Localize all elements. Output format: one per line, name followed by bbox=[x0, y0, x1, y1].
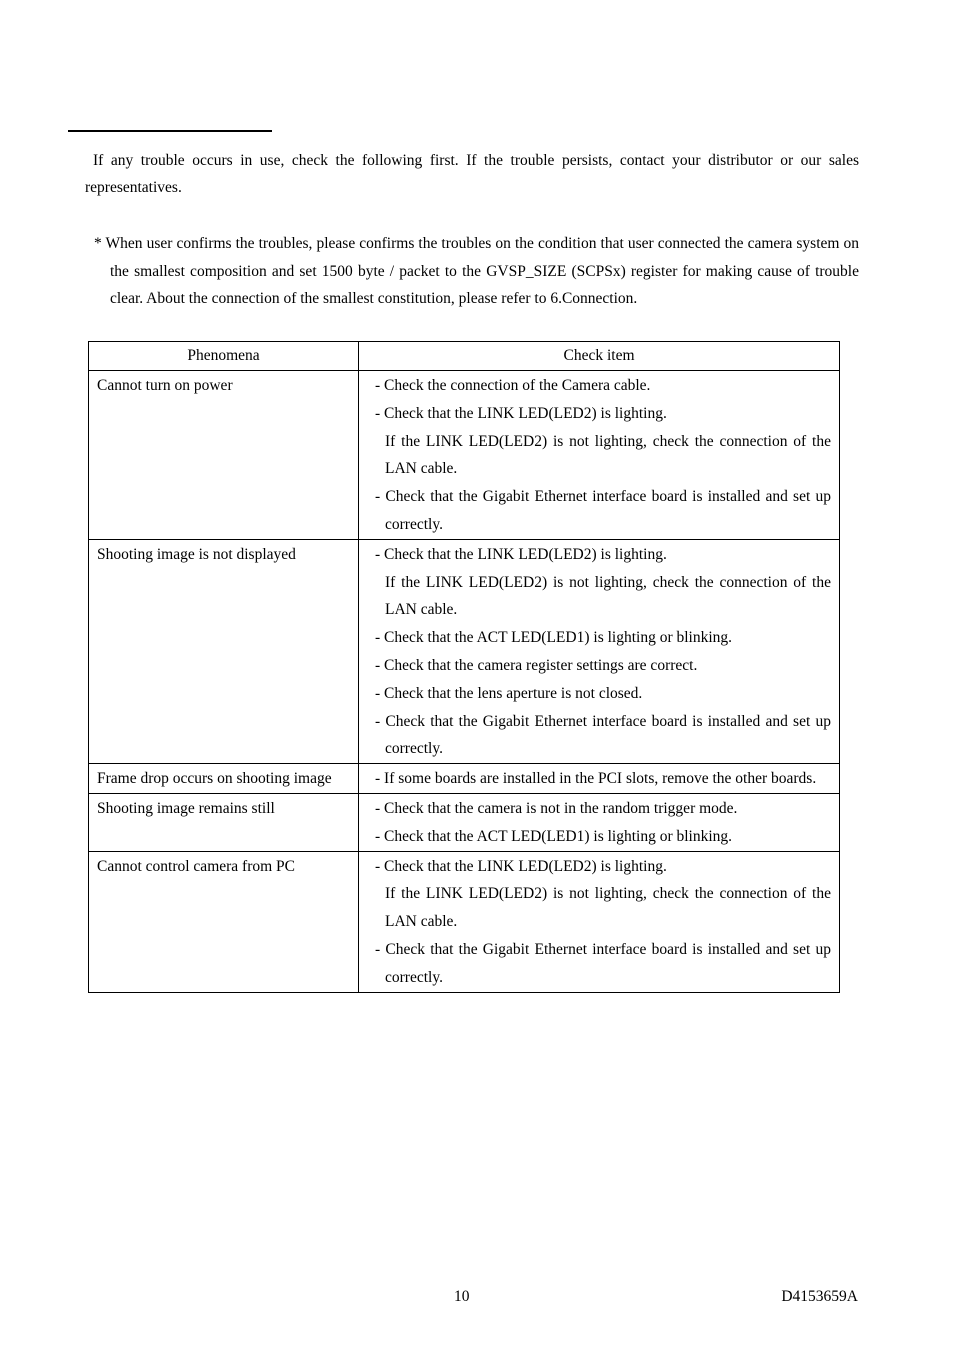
phenomenon-cell: Shooting image remains still bbox=[89, 793, 359, 851]
table-row bbox=[89, 793, 840, 851]
note-line bbox=[94, 230, 859, 313]
check-item-cell bbox=[359, 539, 840, 763]
phenomenon-cell: Frame drop occurs on shooting image bbox=[89, 764, 359, 794]
check-item-cell bbox=[359, 371, 840, 540]
section-heading-rule bbox=[68, 130, 272, 132]
header-check-item: Check item bbox=[359, 342, 840, 371]
phenomenon-cell: Cannot control camera from PC bbox=[89, 851, 359, 992]
check-item-cell bbox=[359, 793, 840, 851]
check-item: - Check that the camera is not in the random trigger mode. bbox=[375, 799, 738, 817]
check-item-continuation: If the LINK LED(LED2) is not lighting, check the connection of the LAN cable. bbox=[385, 573, 831, 619]
note-marker: * bbox=[94, 235, 102, 252]
check-item: - Check that the Gigabit Ethernet interface board is installed and set up correctly. bbox=[375, 940, 831, 986]
check-item: - Check that the Gigabit Ethernet interface board is installed and set up correctly. bbox=[375, 712, 831, 758]
intro-paragraph bbox=[85, 147, 859, 201]
check-item: - If some boards are installed in the PCI slots, remove the other boards. bbox=[375, 770, 817, 788]
check-item: - Check that the lens aperture is not closed. bbox=[375, 684, 643, 702]
check-item: - Check that the LINK LED(LED2) is lighting. bbox=[375, 857, 667, 875]
check-item-continuation: If the LINK LED(LED2) is not lighting, check the connection of the LAN cable. bbox=[385, 885, 831, 931]
check-item: - Check that the camera register settings are correct. bbox=[375, 656, 698, 674]
check-item: - Check that the LINK LED(LED2) is lighting. bbox=[375, 545, 667, 563]
check-item: - Check the connection of the Camera cable. bbox=[375, 377, 651, 394]
check-item: - Check that the ACT LED(LED1) is lighting or blinking. bbox=[375, 629, 733, 647]
note-paragraph bbox=[94, 230, 859, 313]
check-item: - Check that the ACT LED(LED1) is lighting or blinking. bbox=[375, 827, 733, 845]
check-item: - Check that the LINK LED(LED2) is lighting. bbox=[375, 404, 667, 422]
check-item-cell bbox=[359, 764, 840, 794]
check-item-continuation: If the LINK LED(LED2) is not lighting, check the connection of the LAN cable. bbox=[385, 432, 831, 478]
table-row bbox=[89, 851, 840, 992]
check-item-cell bbox=[359, 851, 840, 992]
table-row bbox=[89, 371, 840, 540]
phenomenon-cell: Cannot turn on power bbox=[89, 371, 359, 540]
check-item: - Check that the Gigabit Ethernet interface board is installed and set up correctly. bbox=[375, 488, 831, 533]
header-phenomena: Phenomena bbox=[89, 342, 359, 371]
table-row bbox=[89, 539, 840, 763]
page-number: 10 bbox=[454, 1288, 470, 1305]
table-body bbox=[89, 371, 840, 993]
note-text: When user confirms the troubles, please confirms the troubles on the condition that user connected the camera system on the smallest composition and set 1500 byte / packet to the GVSP_SIZE (SCPSx) register for making cause of trouble clear. About the connection of the smallest constitution, please refer to 6.Connection. bbox=[105, 235, 859, 307]
troubleshooting-table bbox=[88, 341, 840, 993]
table-header-row bbox=[89, 342, 840, 371]
intro-text: If any trouble occurs in use, check the following first. If the trouble persists, contact your distributor or our sales representatives. bbox=[85, 152, 859, 196]
table-row bbox=[89, 764, 840, 794]
document-code: D4153659A bbox=[781, 1288, 858, 1305]
phenomenon-cell: Shooting image is not displayed bbox=[89, 539, 359, 763]
